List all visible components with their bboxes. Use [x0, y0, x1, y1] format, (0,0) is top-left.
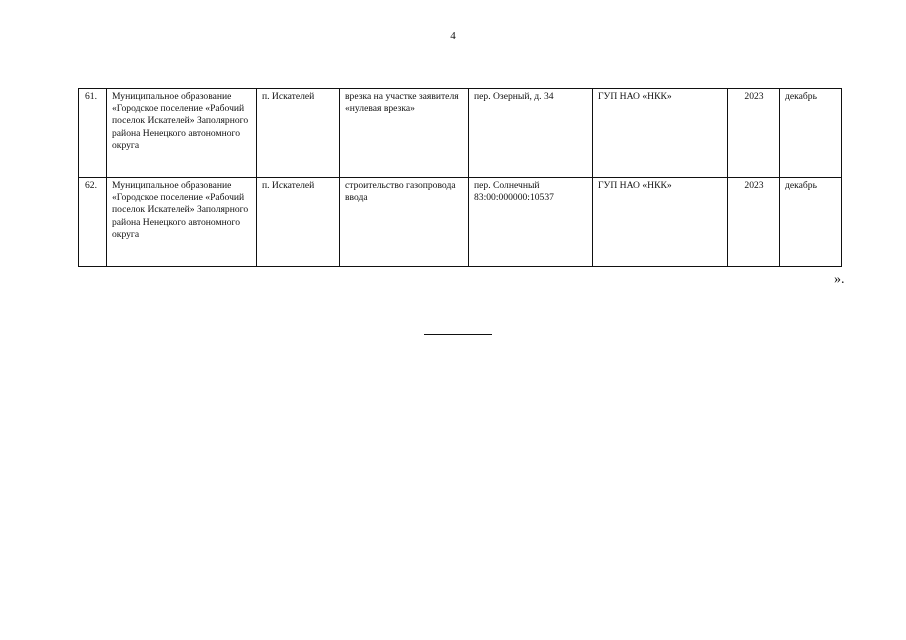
settlement-cell: п. Искателей	[257, 178, 340, 267]
year-cell: 2023	[728, 89, 780, 178]
closing-quote: ».	[834, 272, 845, 287]
settlement-cell: п. Искателей	[257, 89, 340, 178]
month-cell: декабрь	[780, 89, 842, 178]
municipality-cell: Муниципальное образование «Городское поселение «Рабочий поселок Искателей» Заполярного района Ненецкого автономного округа	[107, 178, 257, 267]
separator-line	[424, 334, 492, 335]
work-cell: врезка на участке заявителя «нулевая врезка»	[340, 89, 469, 178]
table-row	[79, 178, 842, 267]
municipality-cell: Муниципальное образование «Городское поселение «Рабочий поселок Искателей» Заполярного района Ненецкого автономного округа	[107, 89, 257, 178]
work-cell: строительство газопровода ввода	[340, 178, 469, 267]
schedule-table	[78, 88, 842, 267]
row-number: 61.	[79, 89, 107, 178]
year-cell: 2023	[728, 178, 780, 267]
table-row	[79, 89, 842, 178]
row-number: 62.	[79, 178, 107, 267]
address-cell: пер. Солнечный 83:00:000000:10537	[469, 178, 593, 267]
month-cell: декабрь	[780, 178, 842, 267]
page-number: 4	[450, 30, 456, 42]
organization-cell: ГУП НАО «НКК»	[593, 178, 728, 267]
address-cell: пер. Озерный, д. 34	[469, 89, 593, 178]
organization-cell: ГУП НАО «НКК»	[593, 89, 728, 178]
